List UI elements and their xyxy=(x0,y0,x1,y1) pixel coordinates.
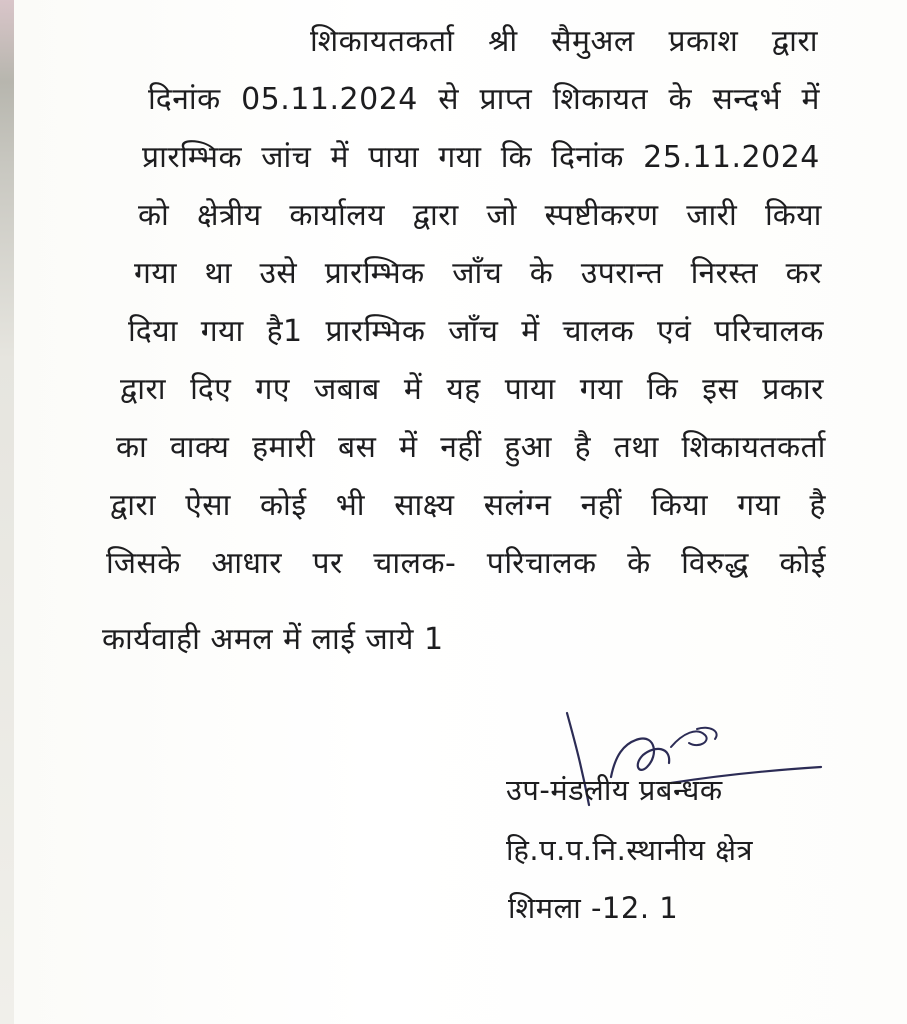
signatory-designation: उप-मंडलीय प्रबन्धक xyxy=(506,773,723,807)
scan-edge-shadow xyxy=(0,0,14,1024)
letter-line-1: शिकायतकर्ता श्री सैमुअल प्रकाश द्वारा xyxy=(310,24,818,59)
letter-line-5: गया था उसे प्रारम्भिक जाँच के उपरान्त निरस्त कर xyxy=(134,256,822,291)
signatory-office: हि.प.प.नि.स्थानीय क्षेत्र xyxy=(506,833,754,867)
letter-line-6: दिया गया है1 प्रारम्भिक जाँच में चालक एवं परिचालक xyxy=(128,314,824,349)
letter-page xyxy=(14,0,907,1024)
letter-line-4: को क्षेत्रीय कार्यालय द्वारा जो स्पष्टीकरण जारी किया xyxy=(138,198,822,233)
letter-line-3: प्रारम्भिक जांच में पाया गया कि दिनांक 25.11.2024 xyxy=(142,140,820,175)
letter-line-8: का वाक्य हमारी बस में नहीं हुआ है तथा शिकायतकर्ता xyxy=(116,430,826,465)
letter-line-2: दिनांक 05.11.2024 से प्राप्त शिकायत के सन्दर्भ में xyxy=(148,82,820,117)
letter-line-9: द्वारा ऐसा कोई भी साक्ष्य सलंग्न नहीं किया गया है xyxy=(110,488,826,523)
letter-line-7: द्वारा दिए गए जबाब में यह पाया गया कि इस प्रकार xyxy=(120,372,824,407)
letter-line-10: जिसके आधार पर चालक- परिचालक के विरुद्ध कोई xyxy=(106,546,826,581)
letter-line-11: कार्यवाही अमल में लाई जाये 1 xyxy=(102,622,444,657)
signatory-place: शिमला -12. 1 xyxy=(508,891,679,925)
